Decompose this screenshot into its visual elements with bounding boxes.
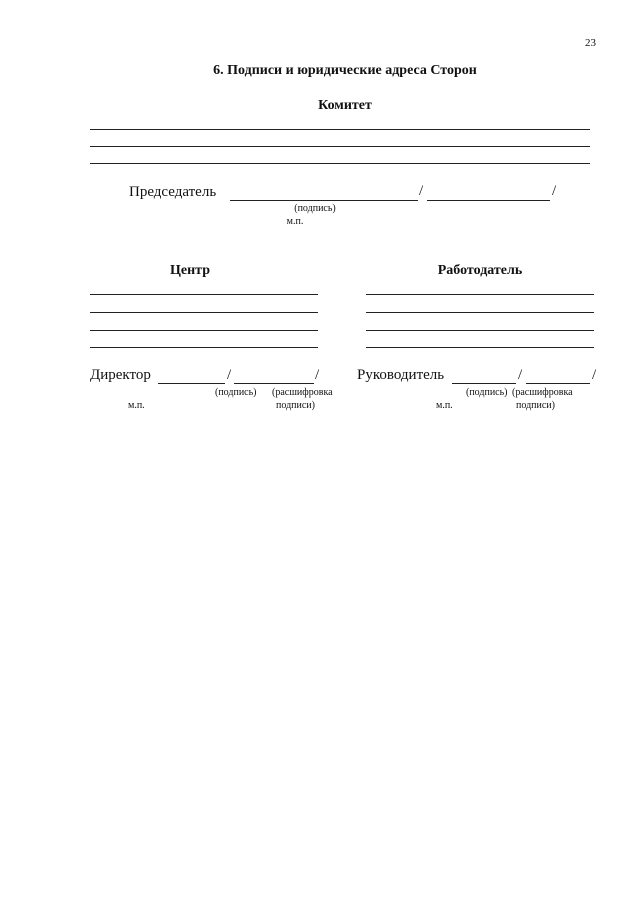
center-address-line-2[interactable] — [90, 312, 318, 313]
center-signature-line[interactable] — [158, 383, 225, 384]
committee-address-line-3[interactable] — [90, 163, 590, 164]
center-stamp: м.п. — [128, 400, 145, 411]
employer-slash-1: / — [518, 367, 523, 383]
center-decoding-caption: (расшифровка — [272, 387, 333, 398]
center-signer-title: Директор — [90, 367, 151, 383]
committee-address-line-1[interactable] — [90, 129, 590, 130]
employer-signature-line[interactable] — [452, 383, 516, 384]
center-address-line-1[interactable] — [90, 294, 318, 295]
employer-decoding-line[interactable] — [526, 383, 590, 384]
employer-decoding-caption-2: подписи) — [516, 400, 555, 411]
committee-signer-title: Председатель — [129, 184, 217, 200]
employer-address-line-2[interactable] — [366, 312, 594, 313]
center-heading: Центр — [169, 263, 210, 278]
employer-heading: Работодатель — [437, 263, 523, 278]
employer-signature-caption: (подпись) — [466, 387, 508, 398]
center-decoding-line[interactable] — [234, 383, 314, 384]
center-signature-caption: (подпись) — [215, 387, 257, 398]
employer-address-line-4[interactable] — [366, 347, 594, 348]
page-number: 23 — [585, 37, 596, 49]
employer-decoding-caption: (расшифровка — [512, 387, 573, 398]
center-decoding-caption-2: подписи) — [276, 400, 315, 411]
committee-stamp: м.п. — [286, 216, 304, 227]
committee-decoding-line[interactable] — [427, 200, 550, 201]
employer-slash-2: / — [592, 367, 597, 383]
employer-address-line-3[interactable] — [366, 330, 594, 331]
committee-slash-1: / — [419, 183, 424, 199]
center-slash-2: / — [315, 367, 320, 383]
section-title: 6. Подписи и юридические адреса Сторон — [213, 63, 477, 78]
employer-signer-title: Руководитель — [357, 367, 445, 383]
employer-address-line-1[interactable] — [366, 294, 594, 295]
center-slash-1: / — [227, 367, 232, 383]
center-address-line-3[interactable] — [90, 330, 318, 331]
employer-stamp: м.п. — [436, 400, 453, 411]
committee-heading: Комитет — [318, 98, 372, 113]
committee-signature-caption: (подпись) — [294, 203, 336, 214]
committee-address-line-2[interactable] — [90, 146, 590, 147]
committee-slash-2: / — [552, 183, 557, 199]
committee-signature-line[interactable] — [230, 200, 418, 201]
center-address-line-4[interactable] — [90, 347, 318, 348]
